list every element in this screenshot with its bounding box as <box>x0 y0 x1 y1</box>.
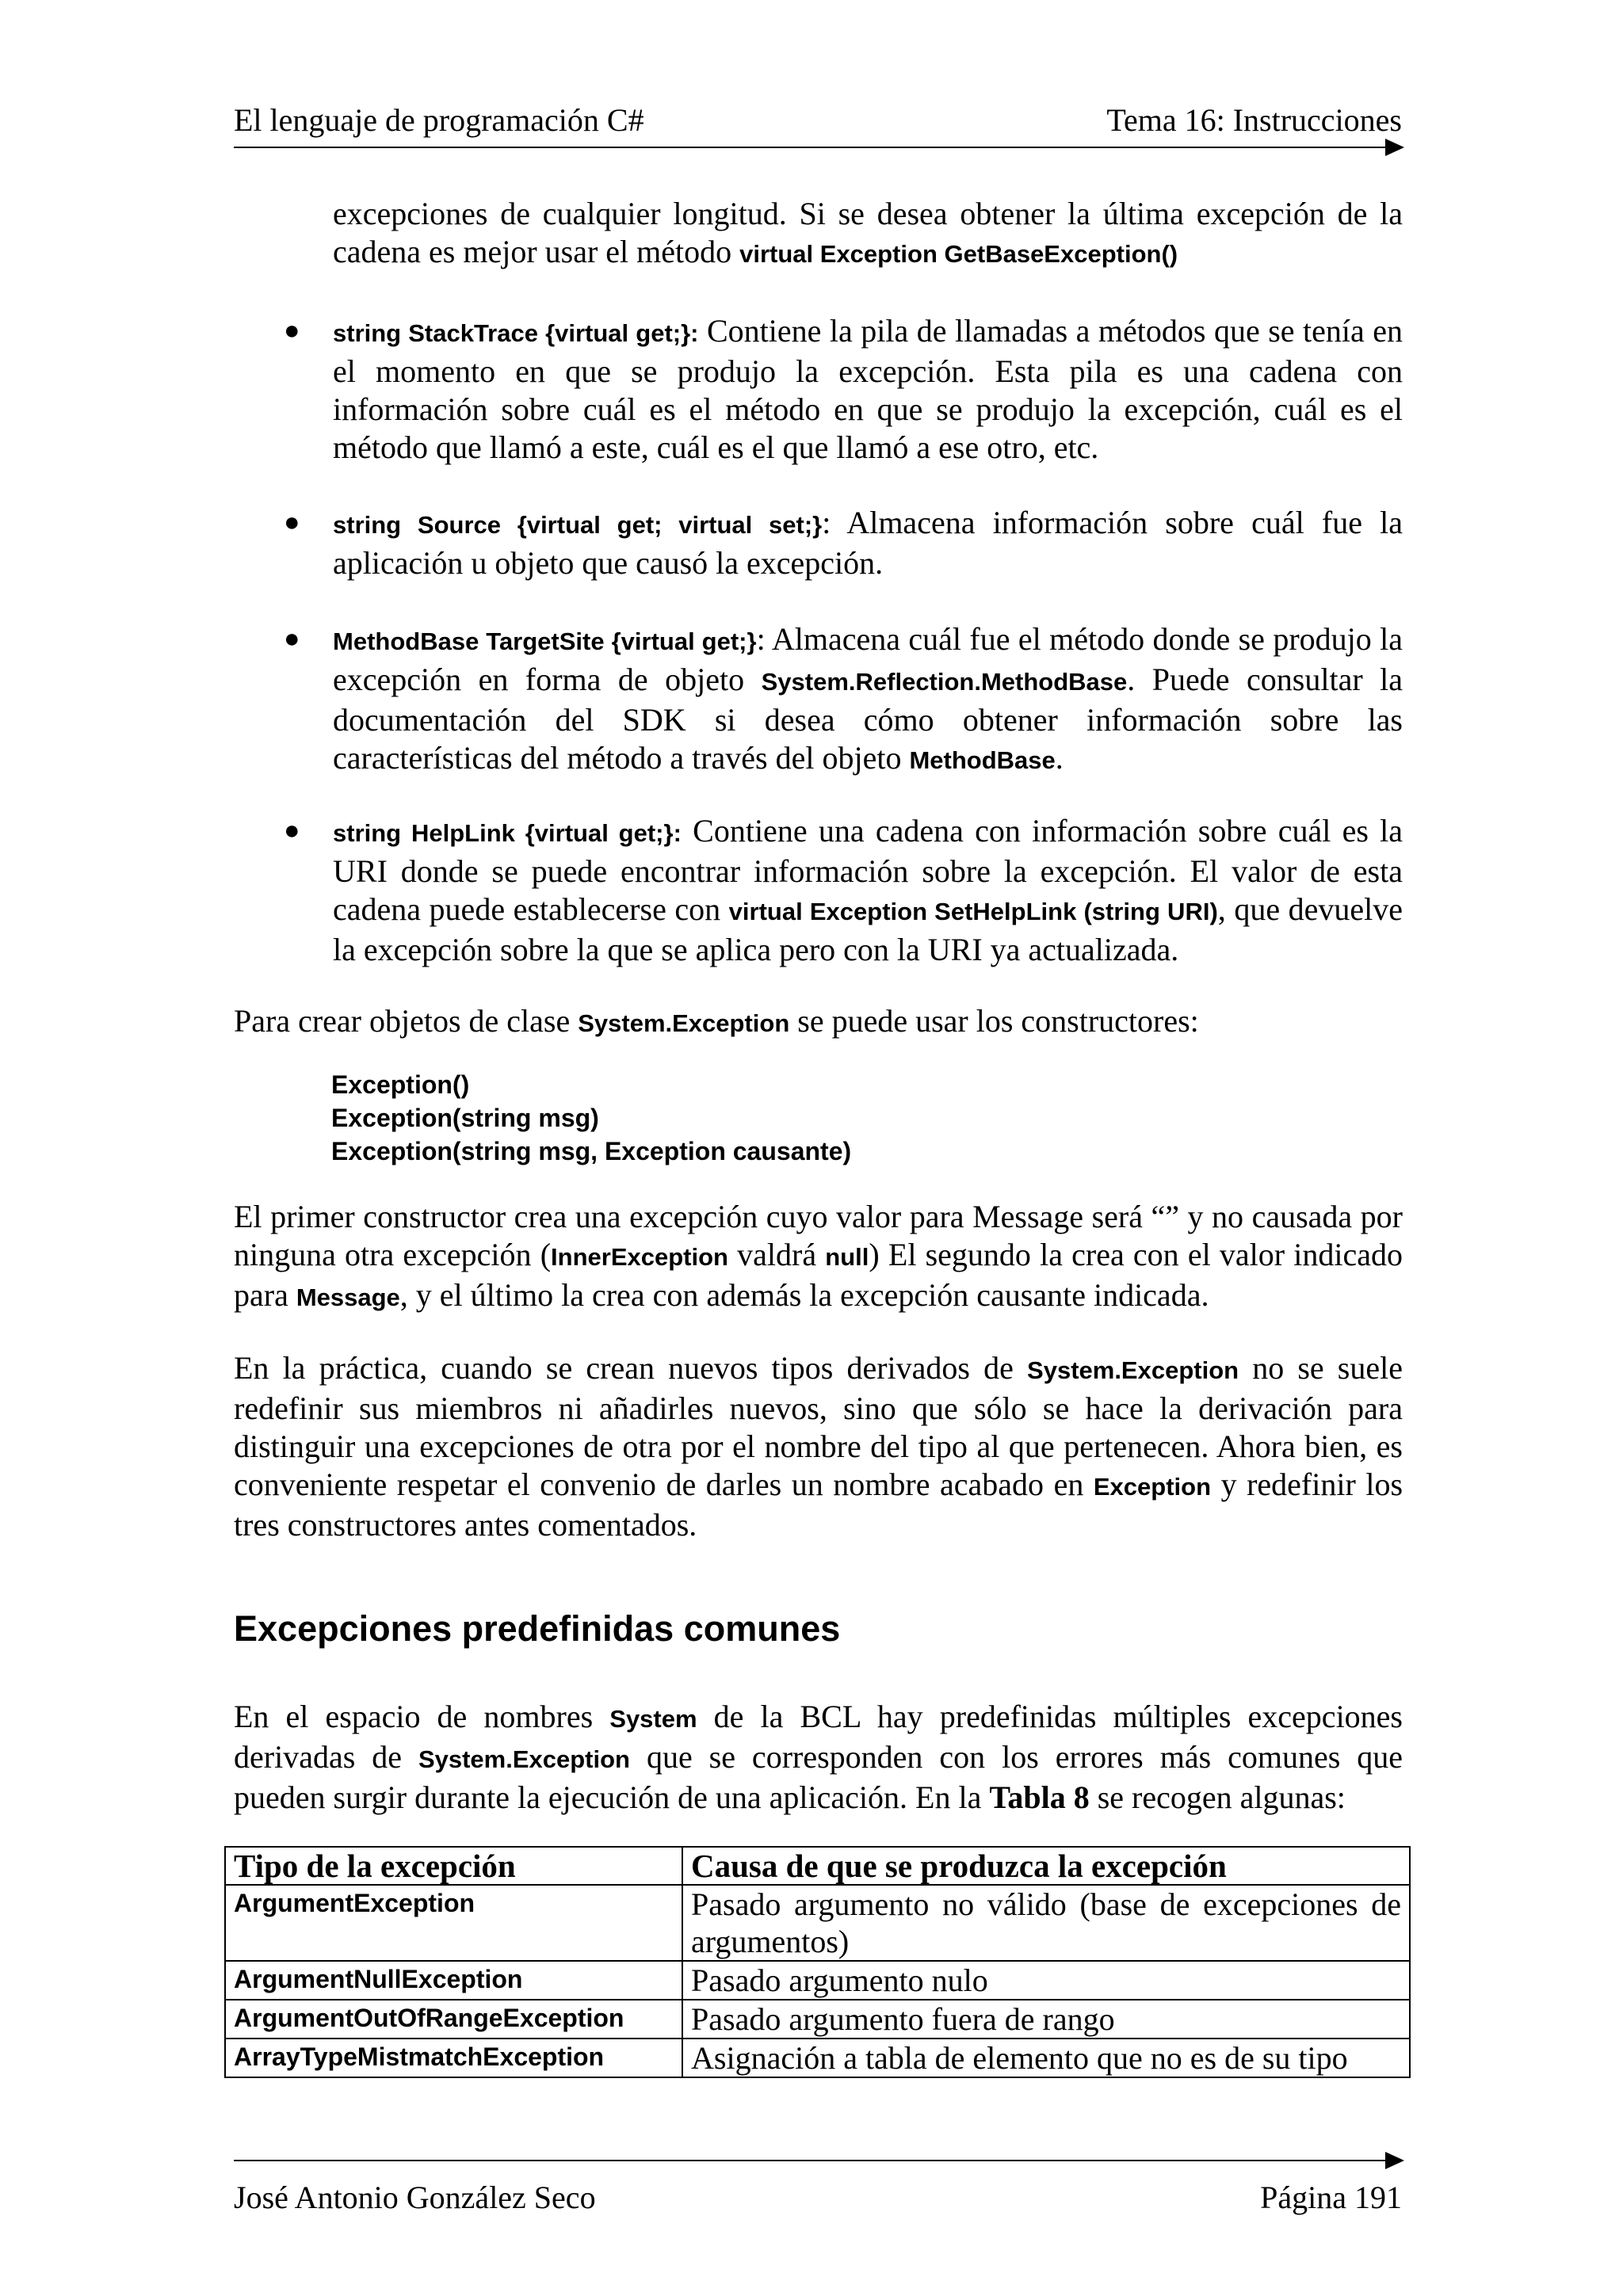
table-cell-cause: Asignación a tabla de elemento que no es de su tipo <box>682 2039 1410 2077</box>
table-header-row <box>225 1847 1410 1885</box>
table-cell-type: ArgumentException <box>225 1885 682 1961</box>
page-header <box>234 101 1402 141</box>
code-exception: Exception <box>1093 1473 1212 1501</box>
code-stacktrace: string StackTrace {virtual get;}: <box>333 319 699 347</box>
code-message: Message <box>296 1283 400 1311</box>
practice-paragraph: En la práctica, cuando se crean nuevos tipos derivados de System.Exception no se suele redefinir sus miembros ni añadirles nuevos, sino que sólo se hace la derivación para distinguir una excepciones de otra por el nombre del tipo al que pertenecen. Ahora bien, es conveniente respetar el convenio de darles un nombre acabado en Exception y redefinir los tres constructores antes comentados. <box>234 1350 1403 1543</box>
table-header-cause: Causa de que se produzca la excepción <box>682 1847 1410 1885</box>
code-system-exception: System.Exception <box>1027 1356 1239 1384</box>
constructor-list <box>331 1068 851 1168</box>
footer-author: José Antonio González Seco <box>234 2180 596 2215</box>
header-book-title: El lenguaje de programación C# <box>234 102 644 138</box>
bullet-dot-icon: ● <box>284 624 300 654</box>
table-cell-type: ArgumentNullException <box>225 1961 682 2000</box>
continuation-paragraph: excepciones de cualquier longitud. Si se desea obtener la última excepción de la cadena es mejor usar el método virtual Exception GetBaseException() <box>333 196 1403 269</box>
table-cell-cause: Pasado argumento nulo <box>682 1961 1410 2000</box>
bullet-dot-icon: ● <box>284 816 300 845</box>
code-innerexception: InnerException <box>551 1243 728 1271</box>
code-getbaseexception: virtual Exception GetBaseException() <box>739 240 1178 268</box>
table-row <box>225 2000 1410 2039</box>
constructors-explanation: El primer constructor crea una excepción cuyo valor para Message será “” y no causada por ninguna otra excepción (InnerException valdrá null) El segundo la crea con el valor indicado para Message, y el último la crea con además la excepción causante indicada. <box>234 1199 1403 1313</box>
section-intro: En el espacio de nombres System de la BCL hay predefinidas múltiples excepciones derivadas de System.Exception que se corresponden con los errores más comunes que pueden surgir durante la ejecución de una aplicación. En la Tabla 8 se recogen algunas: <box>234 1699 1403 1815</box>
exceptions-table <box>224 1846 1411 2078</box>
code-system-exception: System.Exception <box>578 1009 790 1037</box>
code-targetsite: MethodBase TargetSite {virtual get;} <box>333 627 757 655</box>
header-chapter-title: Tema 16: Instrucciones <box>1106 102 1402 138</box>
constructor-item: Exception(string msg) <box>331 1104 599 1132</box>
table-cell-cause: Pasado argumento fuera de rango <box>682 2000 1410 2039</box>
table-row <box>225 2039 1410 2077</box>
footer-page-number: Página 191 <box>1260 2180 1402 2215</box>
table-cell-type: ArgumentOutOfRangeException <box>225 2000 682 2039</box>
code-methodbase: MethodBase <box>909 746 1056 774</box>
table-reference: Tabla 8 <box>989 1779 1090 1815</box>
footer-arrow-icon <box>1385 2152 1404 2169</box>
code-sethelplink: virtual Exception SetHelpLink (string URI) <box>728 898 1218 925</box>
constructors-intro: Para crear objetos de clase System.Exception se puede usar los constructores: <box>234 1003 1199 1039</box>
table-header-type: Tipo de la excepción <box>225 1847 682 1885</box>
bullet-dot-icon: ● <box>284 316 300 345</box>
bullet-helplink: ● string HelpLink {virtual get;}: Contiene una cadena con información sobre cuál es la URI donde se puede encontrar información sobre la excepción. El valor de esta cadena puede establecerse con virtual Exception SetHelpLink (string URI), que devuelve la excepción sobre la que se aplica pero con la URI ya actualizada. <box>284 813 1403 967</box>
table-row <box>225 1961 1410 2000</box>
header-rule <box>234 147 1388 148</box>
code-null: null <box>825 1243 869 1271</box>
header-arrow-icon <box>1385 139 1404 156</box>
code-source: string Source {virtual get; virtual set;} <box>333 511 823 539</box>
bullet-dot-icon: ● <box>284 508 300 537</box>
constructor-item: Exception() <box>331 1070 470 1099</box>
code-system-exception: System.Exception <box>418 1745 630 1773</box>
section-title: Excepciones predefinidas comunes <box>234 1608 841 1649</box>
code-system: System <box>609 1705 697 1733</box>
footer-rule <box>234 2160 1388 2161</box>
bullet-stacktrace: ● string StackTrace {virtual get;}: Contiene la pila de llamadas a métodos que se tenía en el momento en que se produjo la excepción. Esta pila es una cadena con información sobre cuál es el método en que se produjo la excepción, cuál es el método que llamó a este, cuál es el que llamó a ese otro, etc. <box>284 313 1403 465</box>
code-helplink: string HelpLink {virtual get;}: <box>333 819 682 847</box>
bullet-source: ● string Source {virtual get; virtual set;}: Almacena información sobre cuál fue la aplicación u objeto que causó la excepción. <box>284 505 1403 581</box>
code-methodbase-full: System.Reflection.MethodBase <box>761 668 1128 696</box>
constructor-item: Exception(string msg, Exception causante) <box>331 1137 852 1165</box>
table-row <box>225 1885 1410 1961</box>
table-cell-cause: Pasado argumento no válido (base de excepciones de argumentos) <box>682 1885 1410 1961</box>
table-cell-type: ArrayTypeMistmatchException <box>225 2039 682 2077</box>
bullet-targetsite: ● MethodBase TargetSite {virtual get;}: Almacena cuál fue el método donde se produjo la excepción en forma de objeto System.Reflection.MethodBase. Puede consultar la documentación del SDK si desea cómo obtener información sobre las características del método a través del objeto MethodBase. <box>284 621 1403 776</box>
